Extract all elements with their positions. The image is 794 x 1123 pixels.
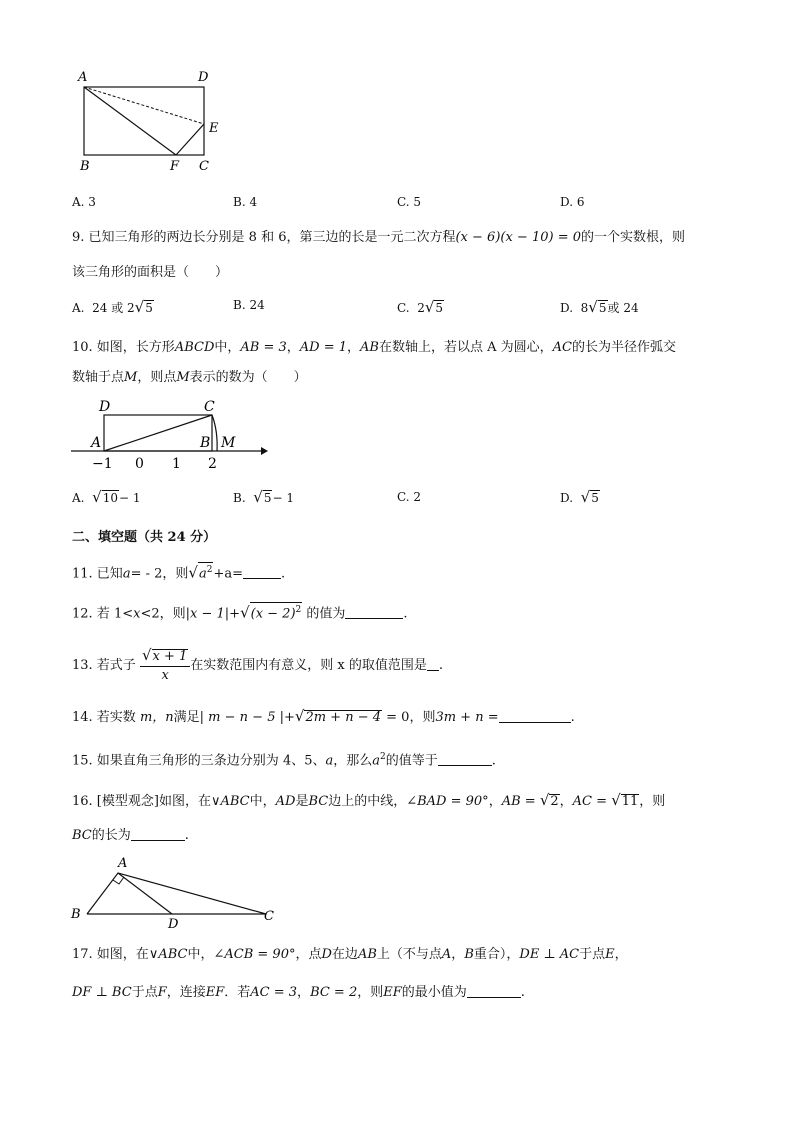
q13: 13. 若式子 $\frac{√x + 1}{x}$ 在实数范围内有意义，则 x 的取值范围是 . [72,646,444,683]
label-f: F [170,159,180,174]
q9-option-b: B. 24 [233,298,265,312]
label-d: D [99,399,111,415]
label-b: B [80,159,90,174]
q11-answer-blank[interactable] [243,566,281,579]
triangle-abc [87,873,266,914]
q14: 14. 若实数 m，n满足| m − n − 5 |+√2m + n − 4 = 0，则3m + n = . [72,707,575,725]
label-c: C [264,909,274,924]
q17-answer-blank[interactable] [467,985,521,998]
label-a: A [91,435,102,451]
q10-option-b: B. √5− 1 [233,488,294,506]
q8-option-c: C. 5 [397,195,422,209]
label-a: A [118,856,128,871]
q10-line1: 10. 如图，长方形ABCD中，AB = 3，AD = 1，AB在数轴上，若以点 A 为圆心，AC的长为半径作弧交 [72,340,677,355]
tick-minus-one: −1 [92,456,113,472]
q9-line1 [72,228,685,248]
label-c: C [199,159,209,174]
q16-line1: 16. [模型观念]如图，在∨ABC中，AD是BC边上的中线，∠BAD = 90°，AB = √2，AC = √11，则 [72,791,666,809]
q10-option-c: C. 2 [397,490,422,504]
q10-option-a: A. √10− 1 [72,488,141,506]
q8-option-d: D. 6 [560,195,585,209]
q16-line2: BC的长为 . [72,828,189,843]
q8-option-a: A. 3 [72,195,96,209]
tick-zero: 0 [135,456,144,472]
q13-answer-blank[interactable] [427,658,439,671]
line-af [84,87,176,155]
q16-answer-blank[interactable] [131,828,185,841]
q14-answer-blank[interactable] [499,710,571,723]
q13-fraction: $\frac{√x + 1}{x}$ [140,646,190,685]
q12: 12. 若 1<x<2，则$|x - 1|+√(x - 2)^2$ 的值为 . [72,603,408,622]
q9-option-a: A. 24 或 2√5 [72,298,153,316]
label-b: B [71,907,81,922]
q16-figure [68,852,283,930]
q9-line2: 该三角形的面积是（ ） [72,265,229,280]
q17-line1: 17. 如图，在∨ABC中，∠ACB = 90°，点D在边AB上（不与点A，B重合），DE ⊥ AC于点E， [72,947,628,962]
tick-one: 1 [172,456,181,472]
q10-option-d: D. √5 [560,488,599,506]
label-e: E [209,121,219,136]
arc-cm [212,415,217,451]
label-b: B [200,435,211,451]
label-d: D [198,70,209,85]
label-d: D [168,917,179,930]
q10-figure [68,396,273,474]
q9-option-c: C. 2√5 [397,298,444,316]
q17-line2: DF ⊥ BC于点F，连接EF．若AC = 3，BC = 2，则EF的最小值为 . [72,985,525,1000]
q8-figure [70,66,230,178]
q12-answer-blank[interactable] [345,606,403,619]
q15-answer-blank[interactable] [438,753,492,766]
axis-arrow [261,447,268,455]
tick-two: 2 [208,456,217,472]
q8-option-b: B. 4 [233,195,258,209]
label-a: A [78,70,88,85]
q9-equation: (x − 6)(x − 10) = 0 [455,230,581,245]
dashed-line-ae [84,87,204,124]
q11: 11. 已知a= - 2，则$√a^2+a=$ . [72,563,286,582]
q9-option-d: D. 8√5或 24 [560,298,639,316]
line-fe [176,124,204,155]
q10-line2: 数轴于点M，则点M表示的数为（ ） [72,370,307,385]
q9-text-b: 的一个实数根，则 [581,230,686,245]
q9-text-a: 9. 已知三角形的两边长分别是 8 和 6，第三边的长是一元二次方程 [72,230,456,245]
median-ad [118,873,172,914]
q15: 15. 如果直角三角形的三条边分别为 4、5、a，那么$a^2$的值等于 . [72,752,496,769]
label-c: C [204,399,215,415]
section-heading-fill-in: 二、填空题（共 24 分） [72,530,217,545]
diagonal-ac [104,415,212,451]
label-m: M [221,435,236,451]
